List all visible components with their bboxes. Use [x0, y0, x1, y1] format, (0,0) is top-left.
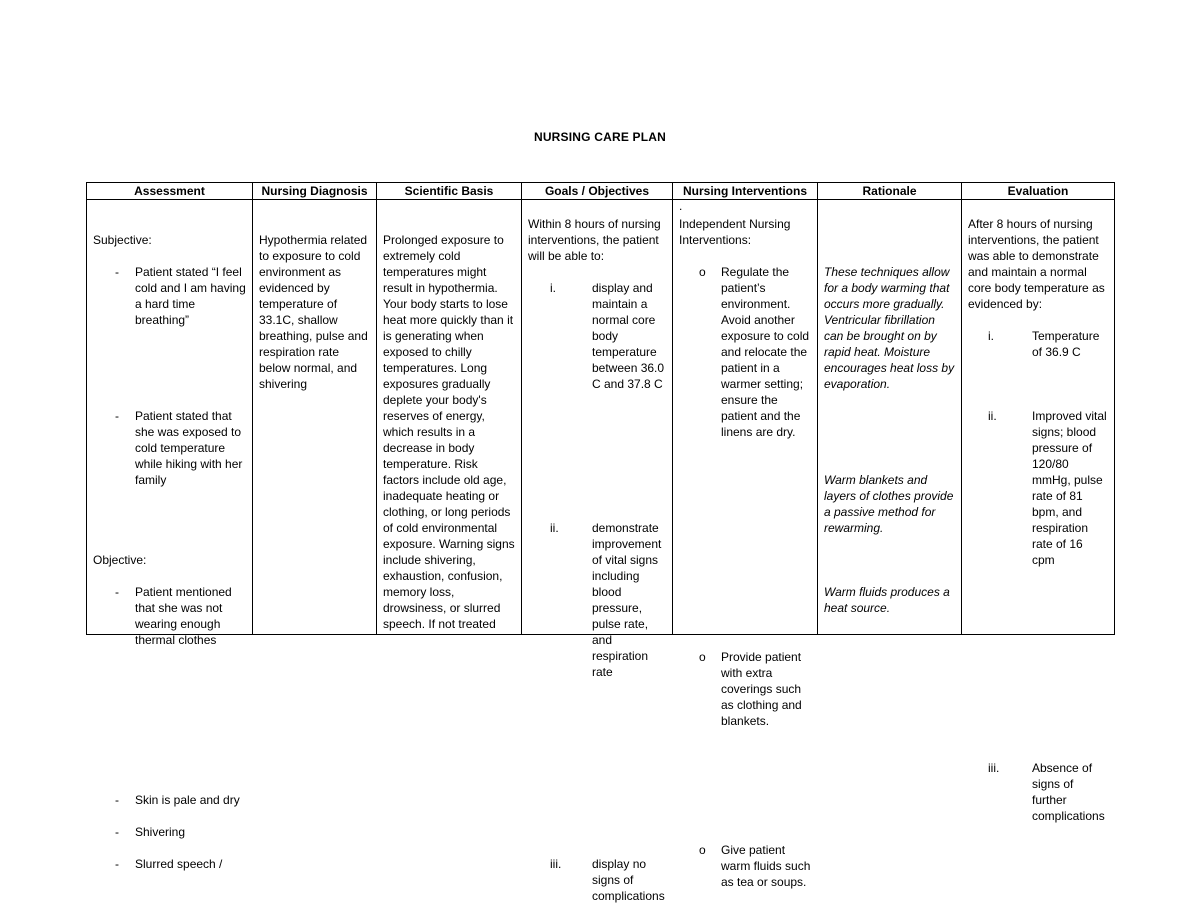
intervention-item: o Give patient warm fluids such as tea or soups.	[699, 843, 811, 889]
page-title: NURSING CARE PLAN	[533, 130, 667, 144]
goal-item: iii. display no signs of complications	[550, 857, 665, 903]
care-plan-table	[86, 182, 1115, 903]
diagnosis-cell	[253, 200, 377, 635]
circle-bullet-icon: o	[699, 843, 706, 857]
bullet-dash: -	[115, 265, 119, 279]
goals-cell	[522, 200, 673, 903]
roman-numeral: i.	[988, 329, 994, 343]
bullet-dash: -	[115, 793, 119, 807]
subjective-item: - Patient stated “I feel cold and I am having a hard time breathing”	[115, 265, 246, 327]
circle-bullet-icon: o	[699, 650, 706, 664]
rationale-text: These techniques allow for a body warming that occurs more gradually. Ventricular fibrillation can be brought on by rapid heat. Moisture encourages heat loss by evaporation.	[824, 265, 955, 391]
roman-numeral: iii.	[988, 761, 1000, 775]
evaluation-intro: After 8 hours of nursing interventions, the patient was able to demonstrate and maintain a normal core body temperature as evidenced by:	[968, 217, 1105, 311]
rationale-text: Warm blankets and layers of clothes provide a passive method for rewarming.	[824, 473, 954, 535]
evaluation-item: i. Temperature of 36.9 C	[988, 329, 1100, 359]
header-nursing-interventions: Nursing Interventions	[673, 183, 818, 200]
header-goals-objectives: Goals / Objectives	[522, 183, 673, 200]
objective-item: - Shivering	[115, 825, 186, 839]
goal-item: i. display and maintain a normal core body temperature between 36.0 C and 37.8 C	[550, 281, 665, 391]
header-evaluation: Evaluation	[962, 183, 1115, 200]
intervention-item: o Provide patient with extra coverings such as clothing and blankets.	[699, 650, 802, 728]
header-scientific-basis: Scientific Basis	[377, 183, 522, 200]
header-nursing-diagnosis: Nursing Diagnosis	[253, 183, 377, 200]
rationale-text: Warm fluids produces a heat source.	[824, 585, 950, 615]
evaluation-item: iii. Absence of signs of further complications	[988, 761, 1105, 823]
goal-item: ii. demonstrate improvement of vital signs including blood pressure, pulse rate, and respiration rate	[550, 521, 662, 679]
bullet-dash: -	[115, 857, 119, 871]
subjective-label: Subjective:	[93, 233, 152, 247]
interventions-dot: .	[679, 199, 683, 213]
objective-item: - Slurred speech /	[115, 857, 223, 871]
objective-item: - Skin is pale and dry	[115, 793, 240, 807]
interventions-intro: Independent Nursing Interventions:	[679, 217, 791, 247]
header-row	[87, 183, 1115, 200]
diagnosis-text: Hypothermia related to exposure to cold environment as evidenced by temperature of 33.1C, shallow breathing, pulse and respiration rate below normal, and shivering	[259, 233, 368, 391]
objective-label: Objective:	[93, 553, 147, 567]
evaluation-cell	[962, 200, 1115, 823]
assessment-cell	[87, 200, 253, 871]
scientific-basis-text: Prolonged exposure to extremely cold temperatures might result in hypothermia. Your body starts to lose heat more quickly than it is generating when exposed to chilly temperatures. Long exposures gradually deplete your body's reserves of energy, which results in a decrease in body temperature. Risk factors include old age, inadequate heating or clothing, or long periods of cold environmental exposure. Warning signs include shivering, exhaustion, confusion, memory loss, drowsiness, or slurred speech. If not treated	[383, 233, 515, 631]
evaluation-item: ii. Improved vital signs; blood pressure of 120/80 mmHg, pulse rate of 81 bpm, and respiration rate of 16 cpm	[988, 409, 1107, 567]
circle-bullet-icon: o	[699, 265, 706, 279]
subjective-item: - Patient mentioned that she was not wearing enough thermal clothes	[115, 585, 232, 647]
interventions-cell	[673, 199, 818, 889]
roman-numeral: i.	[550, 281, 556, 295]
roman-numeral: iii.	[550, 857, 562, 871]
bullet-dash: -	[115, 409, 119, 423]
roman-numeral: ii.	[988, 409, 997, 423]
intervention-item: o Regulate the patient’s environment. Avoid another exposure to cold and relocate the patient in a warmer setting; ensure the patient and the linens are dry.	[699, 265, 810, 439]
subjective-item: - Patient stated that she was exposed to cold temperature while hiking with her family	[115, 409, 243, 487]
goals-intro: Within 8 hours of nursing interventions, the patient will be able to:	[528, 217, 661, 263]
bullet-dash: -	[115, 585, 119, 599]
header-rationale: Rationale	[818, 183, 962, 200]
scientific-basis-cell	[377, 200, 522, 635]
roman-numeral: ii.	[550, 521, 559, 535]
content-row	[87, 200, 1115, 635]
rationale-cell	[818, 200, 962, 635]
bullet-dash: -	[115, 825, 119, 839]
header-assessment: Assessment	[87, 183, 253, 200]
